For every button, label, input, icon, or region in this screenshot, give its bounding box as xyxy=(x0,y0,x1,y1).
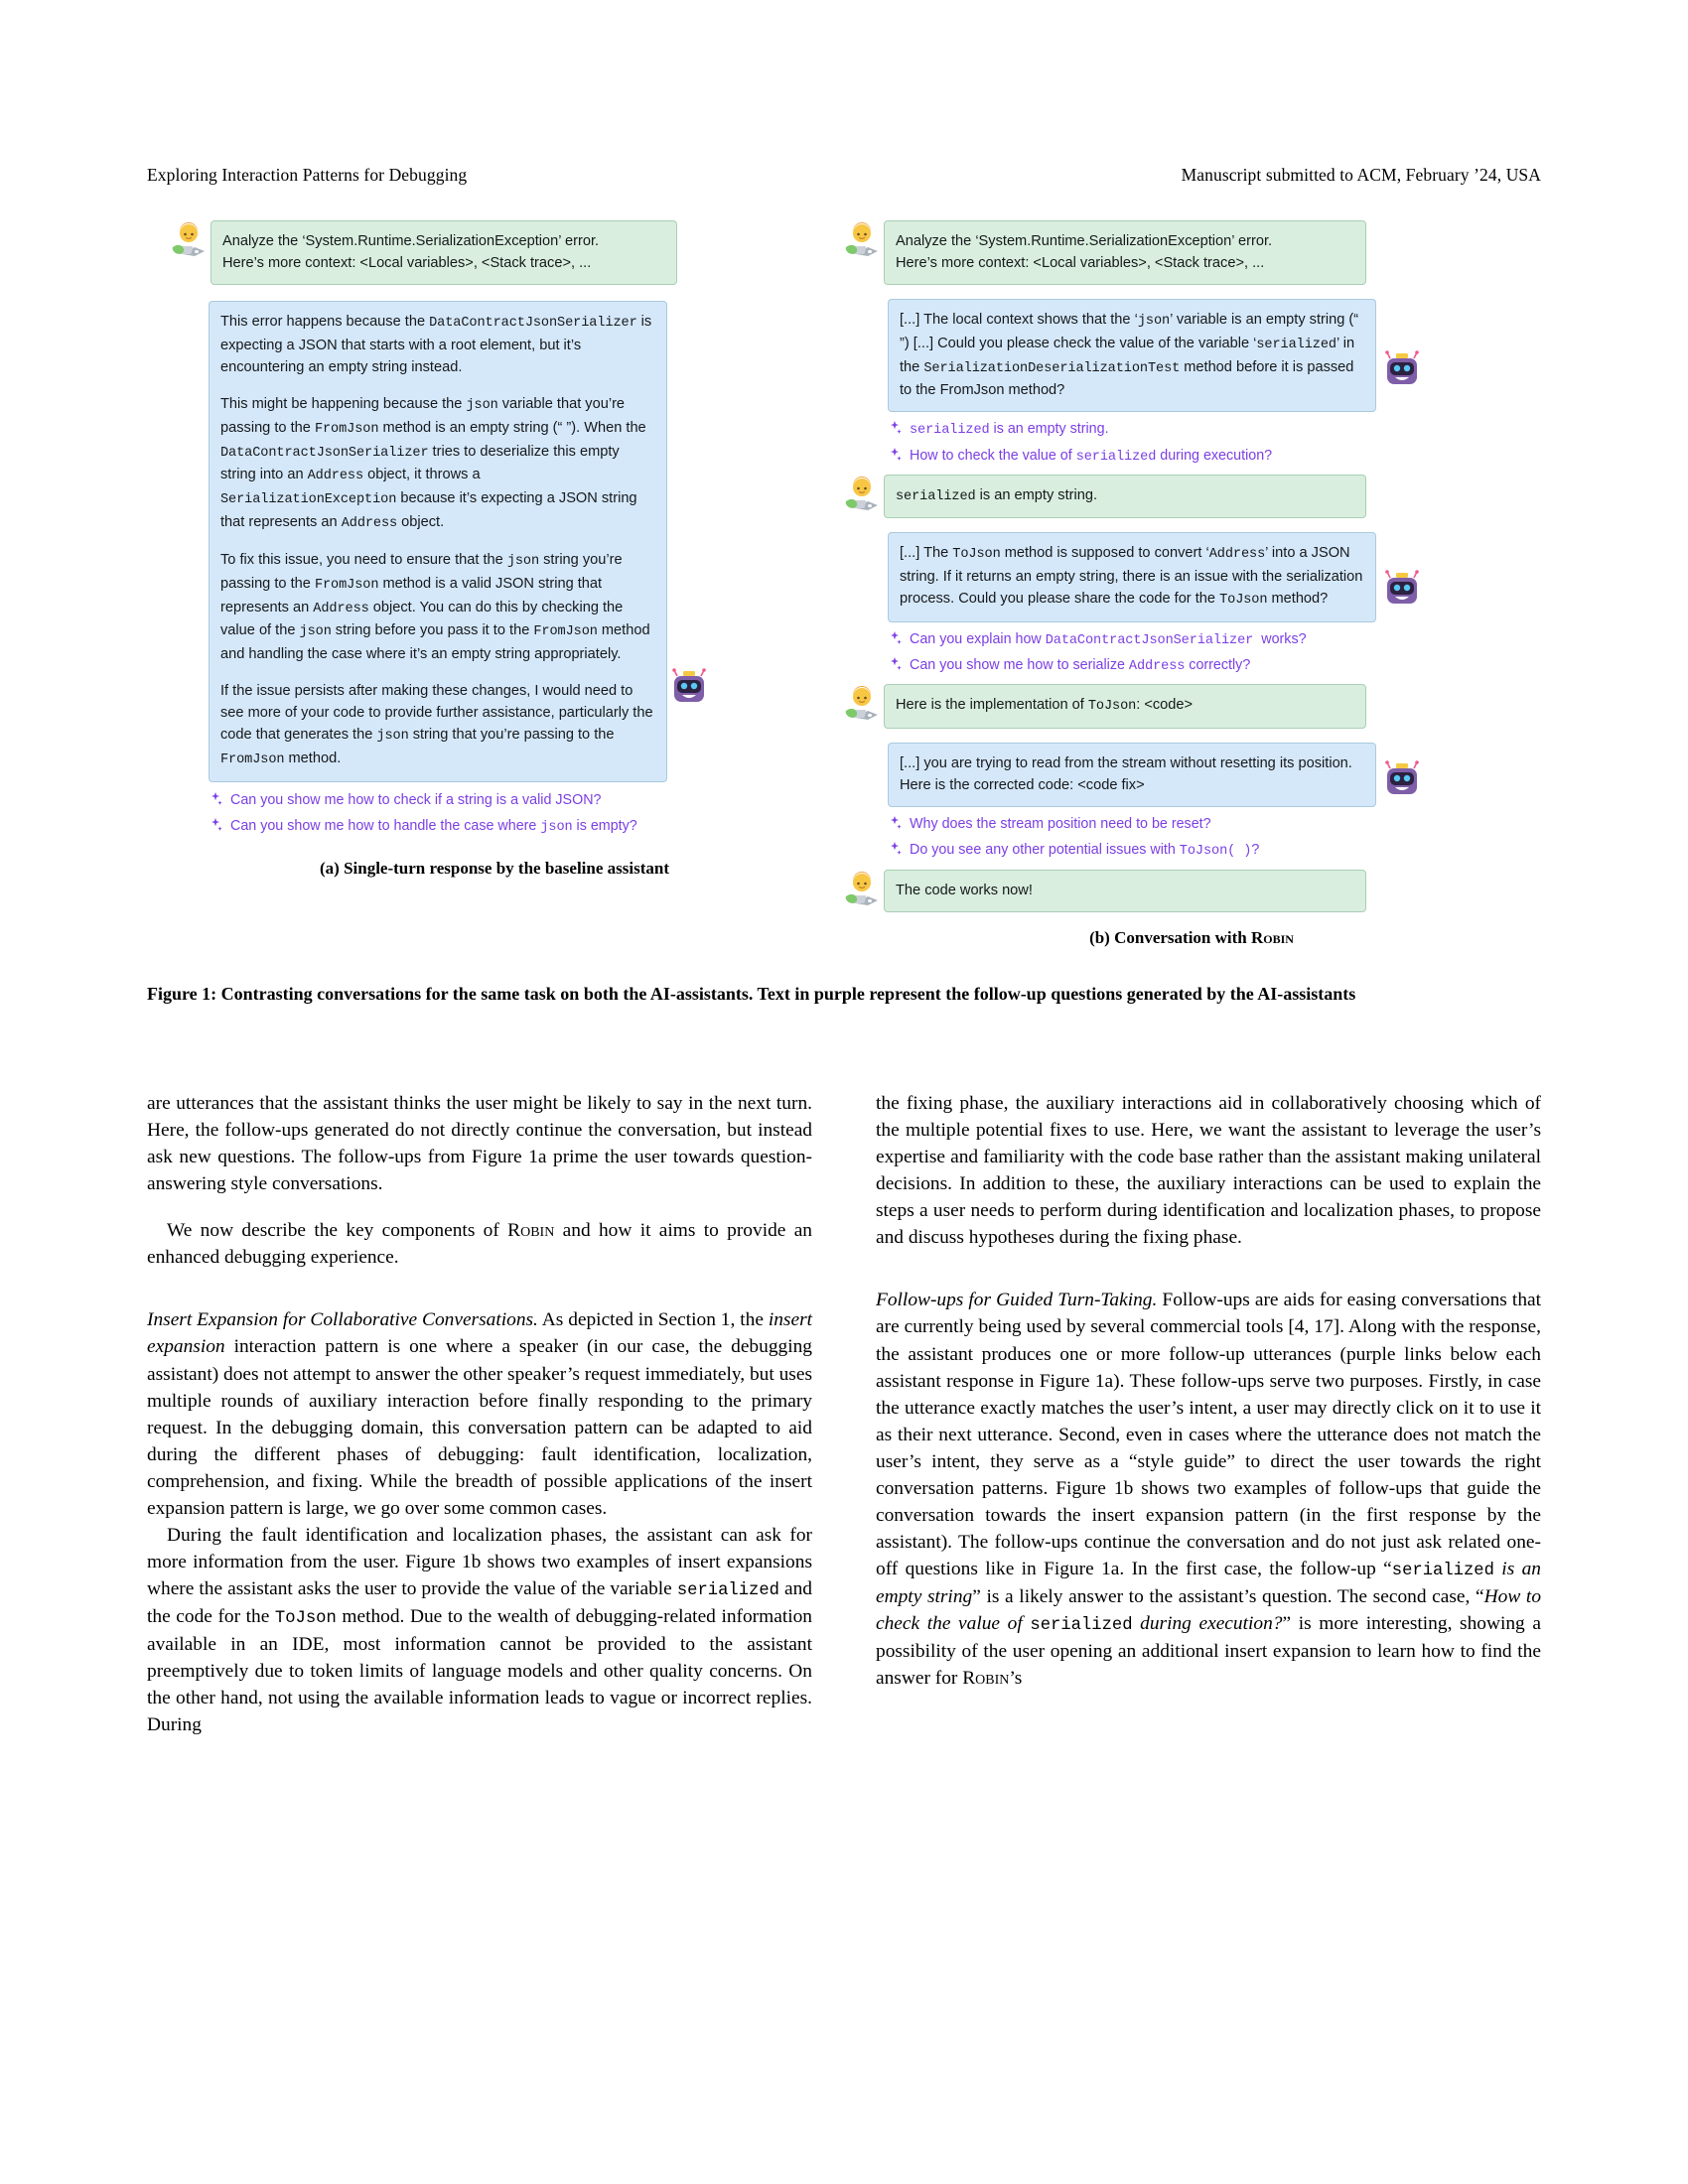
followup-text: Why does the stream position need to be reset? xyxy=(910,816,1211,833)
assistant-message-bubble xyxy=(888,532,1376,621)
user-avatar-icon xyxy=(842,475,884,516)
user-avatar-icon xyxy=(842,684,884,726)
subfigure-caption-b xyxy=(842,928,1541,948)
followup-text: Can you show me how to check if a string is a valid JSON? xyxy=(230,791,602,808)
text-frag: is empty? xyxy=(572,817,637,834)
text-frag: variable that you’re passing to the xyxy=(220,396,626,436)
subfigure-caption-a: (a) Single-turn response by the baseline assistant xyxy=(320,859,669,879)
followup-item[interactable] xyxy=(209,815,842,841)
assistant-avatar-icon xyxy=(1382,348,1424,390)
text-frag: Do you see any other potential issues with xyxy=(910,842,1180,859)
text-frag: To fix this issue, you need to ensure that the xyxy=(220,552,507,569)
text-frag: string before you pass it to the xyxy=(331,622,534,639)
figure-caption: Figure 1: Contrasting conversations for the same task on both the AI-assistants. Text in purple represent the follow-up questions generated by the AI-assistants xyxy=(147,984,1356,1004)
code-frag: ToJson xyxy=(1219,593,1268,609)
code-frag: json xyxy=(466,398,498,414)
text-frag: correctly? xyxy=(1185,657,1251,674)
text-frag: tries to deserialize this empty string into an xyxy=(220,443,620,483)
text-frag: method? xyxy=(1267,591,1329,608)
sparkle-icon xyxy=(888,630,904,654)
message-row-assistant xyxy=(888,743,1541,807)
text-frag: interaction pattern is one where a speaker (in our case, the debugging assistant) does not attempt to answer the other speaker’s request immediately, but uses multiple rounds of auxiliary interaction before finally responding to the primary request. In the debugging domain, this conversation pattern can be adapted to aid during the different phases of debugging: fault identification, localization, comprehension, and fixing. While the breadth of possible applications of the insert expansion pattern is large, we go over some common cases. xyxy=(147,1336,812,1519)
text-frag: ? xyxy=(1251,842,1260,859)
body-column-right xyxy=(876,1090,1541,1738)
code-frag: Address xyxy=(313,601,369,616)
message-row-user xyxy=(842,475,1541,519)
code-frag: FromJson xyxy=(314,577,379,593)
system-name: Robin xyxy=(1250,927,1294,947)
user-message-line1: Analyze the ‘System.Runtime.SerializationException’ error. xyxy=(222,233,600,249)
code-frag: SerializationDeserializationTest xyxy=(923,360,1181,376)
text-frag: during execution? xyxy=(1156,447,1273,464)
followup-text xyxy=(910,628,1307,652)
text-frag: object, it throws a xyxy=(363,467,481,483)
text-frag: string you’re passing to the xyxy=(220,552,623,592)
followup-item[interactable] xyxy=(888,813,1541,839)
user-message-line2: Here’s more context: <Local variables>, <Stack trace>, ... xyxy=(896,255,1265,272)
text-frag: This might be happening because the xyxy=(220,396,467,413)
text-frag: method is supposed to convert ‘ xyxy=(1000,545,1209,562)
system-name: Robin xyxy=(507,1220,555,1242)
body-column-left xyxy=(147,1090,812,1738)
text-frag: object. xyxy=(397,513,445,530)
text-frag: (b) Conversation with xyxy=(1089,927,1251,947)
code-frag: DataContractJsonSerializer xyxy=(1045,632,1262,648)
code-frag: Address xyxy=(1208,547,1266,563)
paragraph xyxy=(147,1306,812,1522)
text-frag: is expecting a JSON that starts with a root element, but it’s encountering an empty string instead. xyxy=(220,314,652,376)
assistant-avatar-icon xyxy=(1382,568,1424,610)
text-frag: object. You can do this by checking the value of the xyxy=(220,599,624,639)
paragraph: the fixing phase, the auxiliary interactions aid in collaboratively choosing which of the multiple potential fixes to use. Here, we want the assistant to leverage the user’s expertise and familiarity with the code base rather than the assistant making unilateral decisions. In addition to these, the auxiliary interactions can be used to explain the steps a user needs to perform during identification and localization phases, to propose and discuss hypotheses during the fixing phase. xyxy=(876,1093,1541,1249)
text-frag: [...] The xyxy=(900,545,953,562)
text-frag: ’ variable is an empty string (“ ”) [...] Could you please check the value of the variable ‘ xyxy=(900,312,1359,351)
text-frag: insert expansion xyxy=(147,1309,812,1358)
text-frag: during execution? xyxy=(1132,1613,1283,1635)
followup-item[interactable] xyxy=(888,418,1541,444)
text-frag: [...] The local context shows that the ‘ xyxy=(900,312,1138,329)
text-frag: Can you explain how xyxy=(910,630,1046,647)
figure-1 xyxy=(147,220,1541,948)
code-frag: ToJson xyxy=(274,1608,337,1628)
followup-item[interactable] xyxy=(888,628,1541,654)
paragraph-heading: Insert Expansion for Collaborative Conversations. xyxy=(147,1309,538,1331)
followup-list xyxy=(888,628,1541,680)
text-frag: Can you show me how to handle the case where xyxy=(230,817,541,834)
followup-item[interactable] xyxy=(209,789,842,815)
text-frag: ” is more interesting, showing a possibility of the user opening an additional insert expansion to learn how to find the answer for xyxy=(876,1613,1541,1690)
user-message-bubble xyxy=(884,220,1366,285)
user-avatar-icon xyxy=(842,220,884,262)
user-message-line1: Analyze the ‘System.Runtime.SerializationException’ error. xyxy=(896,233,1273,249)
running-head-right: Manuscript submitted to ACM, February ’24, USA xyxy=(1181,165,1541,185)
code-frag: json xyxy=(299,624,332,640)
text-frag: method is an empty string (“ ”). When the xyxy=(378,420,646,436)
followup-list xyxy=(209,789,842,841)
code-frag: FromJson xyxy=(533,624,598,640)
text-frag: method. Due to the wealth of debugging-related information available in an IDE, most information cannot be provided to the assistant preemptively due to token limits of language models and other quality concerns. On the other hand, not using the available information leads to vague or incorrect replies. During xyxy=(147,1605,812,1736)
user-avatar-icon xyxy=(169,220,211,262)
sparkle-icon xyxy=(888,656,904,680)
assistant-message-bubble xyxy=(888,743,1376,807)
text-frag: and the code for the xyxy=(147,1578,812,1627)
text-frag: As depicted in Section 1, the xyxy=(537,1309,769,1331)
code-frag: serialized xyxy=(1256,338,1336,352)
assistant-paragraph: [...] you are trying to read from the stream without resetting its position. Here is the corrected code: <code fix> xyxy=(900,754,1352,794)
text-frag: method and handling the case where it’s an empty string appropriately. xyxy=(220,622,650,662)
sparkle-icon xyxy=(209,791,224,815)
code-frag: FromJson xyxy=(314,422,379,437)
paragraph-heading: Follow-ups for Guided Turn-Taking. xyxy=(876,1290,1158,1311)
code-frag: Address xyxy=(307,469,364,484)
followup-text xyxy=(910,654,1250,678)
followup-text xyxy=(910,418,1109,442)
followup-item[interactable] xyxy=(888,839,1541,865)
code-frag: DataContractJsonSerializer xyxy=(429,316,637,332)
user-message-line2: Here’s more context: <Local variables>, <Stack trace>, ... xyxy=(222,255,592,272)
code-frag: json xyxy=(540,819,573,835)
text-frag: is an empty string xyxy=(876,1559,1541,1607)
assistant-paragraph-1 xyxy=(220,311,655,378)
code-frag: ToJson xyxy=(1087,699,1137,715)
user-message-bubble xyxy=(884,684,1366,729)
message-row-user xyxy=(842,870,1541,912)
message-row-assistant xyxy=(888,532,1541,621)
text-frag: method. xyxy=(284,751,342,767)
system-name: Robin xyxy=(962,1668,1010,1690)
user-message-bubble xyxy=(211,220,677,285)
text-frag: because it’s expecting a JSON string that represents an xyxy=(220,489,637,530)
assistant-message-bubble xyxy=(209,301,667,781)
code-frag: serialized xyxy=(896,488,976,504)
assistant-paragraph-4 xyxy=(220,680,655,771)
running-head-left: Exploring Interaction Patterns for Debugging xyxy=(147,165,468,185)
code-frag: serialized xyxy=(1075,449,1157,465)
paragraph xyxy=(147,1522,812,1738)
figure-panel-a xyxy=(147,220,842,948)
sparkle-icon xyxy=(888,841,904,865)
followup-list xyxy=(888,418,1541,470)
running-head xyxy=(147,165,1541,186)
assistant-paragraph xyxy=(900,542,1364,611)
assistant-paragraph-2 xyxy=(220,393,655,534)
code-frag: json xyxy=(506,554,540,570)
sparkle-icon xyxy=(888,447,904,471)
message-row-assistant xyxy=(888,299,1541,412)
assistant-paragraph-3 xyxy=(220,549,655,665)
text-frag: method is a valid JSON string that represents an xyxy=(220,575,603,615)
followup-text xyxy=(230,815,637,839)
code-frag: ToJson xyxy=(952,547,1001,563)
code-frag: Address xyxy=(341,515,398,531)
user-avatar-icon xyxy=(842,870,884,911)
sparkle-icon xyxy=(888,815,904,839)
text-frag: During the fault identification and localization phases, the assistant can ask for more information from the user. Figure 1b shows two examples of insert expansions where the assistant asks the user to provide the value of the variable xyxy=(147,1524,812,1599)
text-frag: Here is the implementation of xyxy=(896,697,1088,714)
text-frag: If the issue persists after making these changes, I would need to see more of your code to provide further assistance, particularly the code that generates the xyxy=(220,683,653,744)
text-frag: How to check the value of xyxy=(876,1585,1542,1635)
text-frag: ’s xyxy=(1009,1668,1023,1690)
code-frag: serialized xyxy=(1391,1562,1494,1580)
assistant-message-bubble xyxy=(888,299,1376,412)
code-frag: SerializationException xyxy=(220,491,397,507)
code-frag: DataContractJsonSerializer xyxy=(220,445,429,461)
code-frag: serialized xyxy=(1030,1616,1133,1636)
body-columns xyxy=(147,1090,1541,1738)
user-message-bubble xyxy=(884,475,1366,519)
message-row-user xyxy=(842,684,1541,729)
sparkle-icon xyxy=(209,817,224,841)
figure-panel-b xyxy=(842,220,1541,948)
code-frag: Address xyxy=(1128,659,1186,675)
paragraph xyxy=(147,1217,812,1271)
message-row-user xyxy=(842,220,1541,285)
followup-text xyxy=(910,839,1259,863)
code-frag: ToJson( ) xyxy=(1179,844,1252,860)
text-frag: method before it is passed to the FromJson method? xyxy=(900,358,1354,399)
text-frag: This error happens because the xyxy=(220,314,430,331)
followup-item[interactable] xyxy=(888,445,1541,471)
text-frag: is an empty string. xyxy=(989,421,1109,438)
followup-list xyxy=(888,813,1541,865)
followup-item[interactable] xyxy=(888,654,1541,680)
text-frag: ’ in the xyxy=(900,336,1355,375)
paragraph xyxy=(876,1287,1541,1692)
paragraph: are utterances that the assistant thinks the user might be likely to say in the next turn. Here, the follow-ups generated do not directly continue the conversation, but instead ask new questions. The follow-ups from Figure 1a prime the user towards question-answering style conversations. xyxy=(147,1093,812,1195)
text-frag: works? xyxy=(1261,630,1307,647)
text-frag: ” is a likely answer to the assistant’s question. The second case, “ xyxy=(972,1585,1484,1607)
sparkle-icon xyxy=(888,420,904,444)
text-frag: We now describe the key components of xyxy=(167,1220,508,1242)
code-frag: serialized xyxy=(676,1581,779,1600)
user-message-bubble: The code works now! xyxy=(884,870,1366,912)
code-frag: json xyxy=(376,729,409,745)
followup-text xyxy=(910,445,1272,469)
message-row-assistant xyxy=(209,301,842,781)
code-frag: serialized xyxy=(910,423,990,439)
assistant-paragraph xyxy=(900,309,1364,401)
assistant-avatar-icon xyxy=(669,666,711,708)
text-frag: How to check the value of xyxy=(910,447,1076,464)
text-frag: Can you show me how to serialize xyxy=(910,657,1129,674)
code-frag: json xyxy=(1137,314,1171,330)
assistant-avatar-icon xyxy=(1382,758,1424,800)
text-frag: ’ into a JSON string. If it returns an empty string, there is an issue with the serialization process. Could you please share the code for the xyxy=(900,545,1363,608)
message-row-user xyxy=(169,220,842,285)
text-frag: : <code> xyxy=(1136,697,1194,714)
text-frag: string that you’re passing to the xyxy=(408,727,615,744)
code-frag: FromJson xyxy=(220,752,285,768)
text-frag: Follow-ups are aids for easing conversations that are currently being used by several commercial tools [4, 17]. Along with the response, the assistant produces one or more follow-up utterances (purple links below each assistant response in Figure 1a). These follow-ups serve two purposes. Firstly, in case the utterance exactly matches the user’s intent, a user may directly click on it to use it as their next utterance. Second, even in cases where the utterance does not match the user’s intent, they serve as a “style guide” to direct the user towards the right conversation patterns. Figure 1b shows two examples of follow-ups that guide the conversation towards the insert expansion pattern (in the first response by the assistant). The follow-ups continue the conversation and do not just ask related one-off questions like in Figure 1a. In the first case, the follow-up “ xyxy=(876,1290,1542,1579)
text-frag: is an empty string. xyxy=(975,486,1098,503)
text-frag: and how it aims to provide an enhanced debugging experience. xyxy=(147,1220,813,1269)
